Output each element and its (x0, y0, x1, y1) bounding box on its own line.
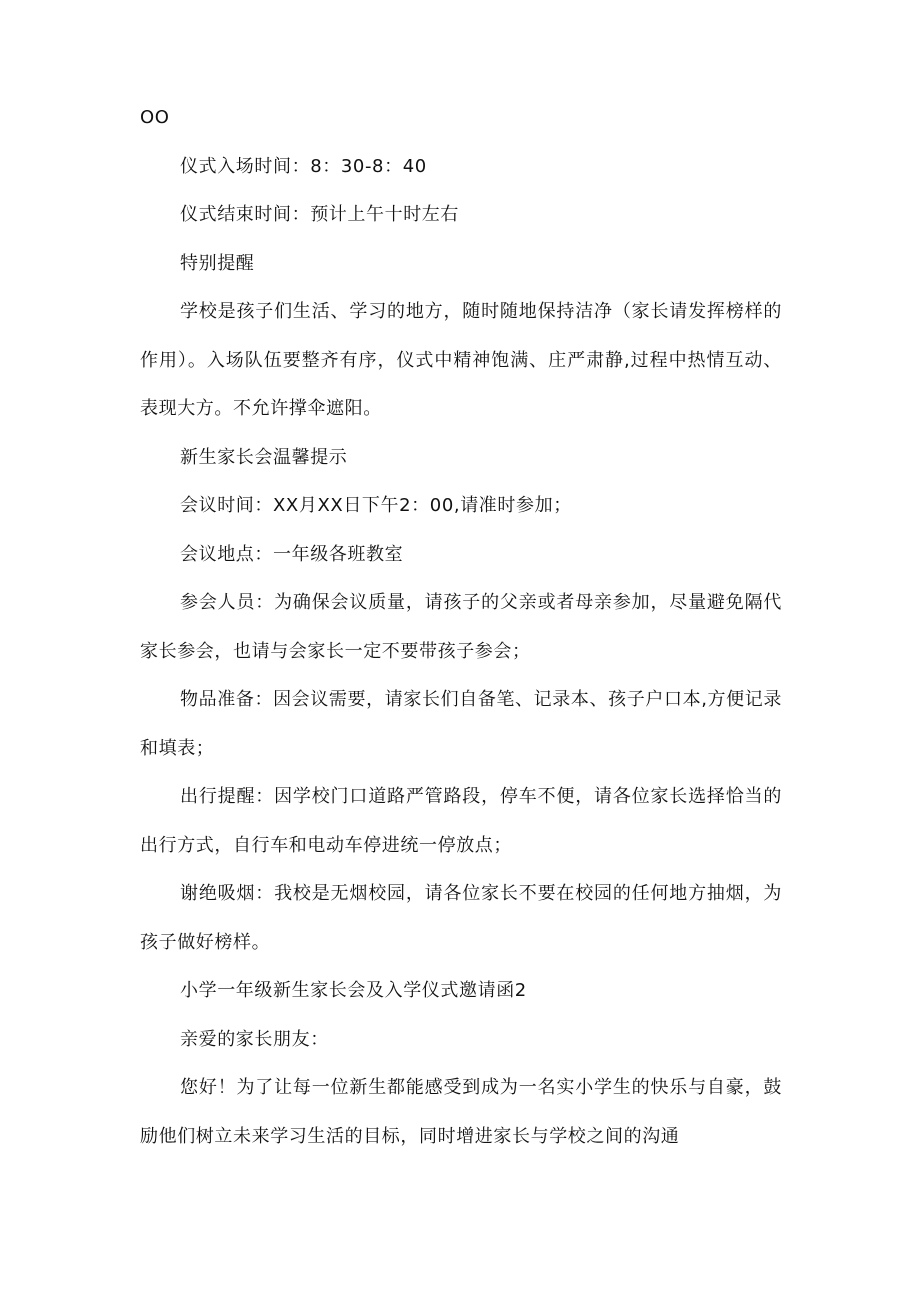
salutation-line: 亲爱的家长朋友： (180, 1028, 329, 1050)
meeting-time-line: 会议时间：XX月XX日下午2：00,请准时参加； (180, 495, 572, 516)
parent-meeting-tips-heading: 新生家长会温馨提示 (180, 446, 348, 468)
travel-reminder-paragraph: 出行提醒：因学校门口道路严管路段，停车不便，请各位家长选择恰当的出行方式，自行车和电动车停进统一停放点； (140, 786, 782, 856)
special-reminder-heading: 特别提醒 (180, 252, 255, 274)
invitation-body-paragraph: 您好！为了让每一位新生都能感受到成为一名实小学生的快乐与自豪，鼓励他们树立未来学习生活的目标，同时增进家长与学校之间的沟通 (140, 1077, 782, 1147)
invitation-2-title: 小学一年级新生家长会及入学仪式邀请函2 (180, 980, 527, 1001)
meeting-location-line: 会议地点：一年级各班教室 (180, 543, 404, 565)
attendees-paragraph: 参会人员：为确保会议质量，请孩子的父亲或者母亲参加，尽量避免隔代家长参会，也请与会家长一定不要带孩子参会； (140, 592, 782, 662)
fragment-line: OO (140, 107, 170, 128)
reminder-paragraph: 学校是孩子们生活、学习的地方，随时随地保持洁净（家长请发挥榜样的作用）。入场队伍要整齐有序，仪式中精神饱满、庄严肃静,过程中热情互动、表现大方。不允许撑伞遮阳。 (140, 301, 782, 419)
materials-paragraph: 物品准备：因会议需要，请家长们自备笔、记录本、孩子户口本,方便记录和填表； (140, 689, 782, 759)
end-time-line: 仪式结束时间：预计上午十时左右 (180, 204, 459, 225)
document-body (140, 94, 782, 1161)
entry-time-line: 仪式入场时间：8：30-8：40 (180, 155, 427, 177)
no-smoking-paragraph: 谢绝吸烟：我校是无烟校园，请各位家长不要在校园的任何地方抽烟，为孩子做好榜样。 (140, 883, 782, 953)
